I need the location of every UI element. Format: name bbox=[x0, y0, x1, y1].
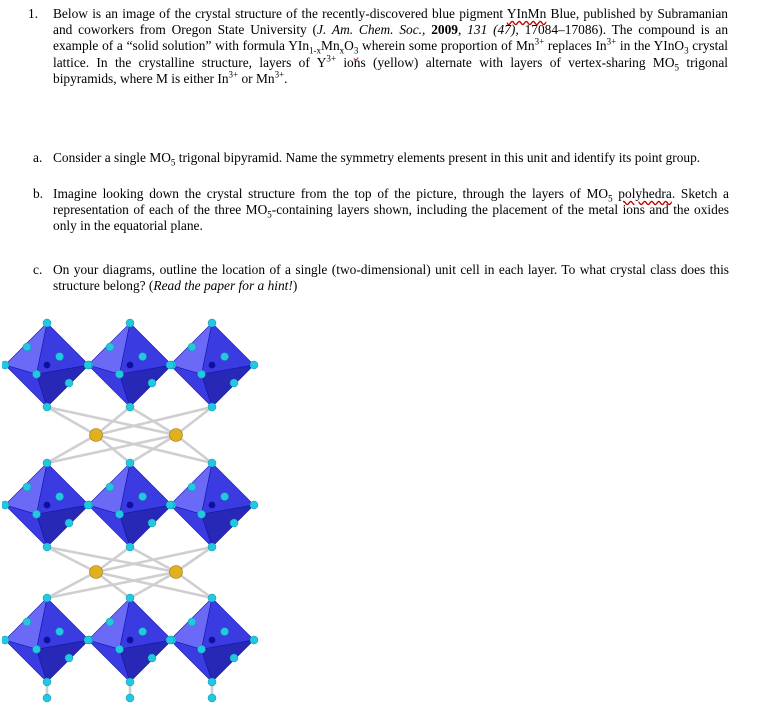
oxygen-atom bbox=[106, 483, 114, 491]
oxygen-atom bbox=[208, 678, 216, 686]
oxygen-atom bbox=[148, 654, 156, 662]
oxygen-atom bbox=[106, 618, 114, 626]
oxygen-atom bbox=[43, 543, 51, 551]
part-letter: b. bbox=[33, 186, 44, 201]
oxygen-atom bbox=[43, 694, 51, 702]
intro-text: crystal lattice. In the crystalline structure, layers of Y bbox=[53, 38, 728, 70]
journal-year: 2009 bbox=[431, 22, 458, 38]
mo5-polyhedron bbox=[88, 463, 172, 547]
part-text: -containing layers shown, including the placement of the metal ions and the oxides only in the equatorial plane. bbox=[53, 202, 729, 234]
oxygen-atom bbox=[56, 493, 64, 501]
part-c bbox=[33, 262, 729, 294]
formula-subscript: 5 bbox=[267, 209, 272, 220]
oxygen-atom bbox=[166, 361, 174, 369]
oxygen-atom bbox=[43, 319, 51, 327]
oxygen-atom bbox=[208, 459, 216, 467]
oxygen-atom bbox=[84, 361, 92, 369]
intro-text: in the YInO bbox=[616, 38, 685, 54]
oxygen-atom bbox=[139, 493, 147, 501]
oxygen-atom bbox=[84, 636, 92, 644]
ion-charge: 3+ bbox=[326, 53, 336, 64]
polyhedra-layer bbox=[5, 323, 254, 682]
oxygen-atom bbox=[208, 694, 216, 702]
oxygen-atom bbox=[208, 319, 216, 327]
oxygen-atom bbox=[126, 543, 134, 551]
yttrium-atom bbox=[170, 566, 183, 579]
pigment-name: YInMn bbox=[506, 6, 547, 21]
oxygen-atom bbox=[188, 343, 196, 351]
oxygen-atom bbox=[148, 379, 156, 387]
part-text: . Sketch a representation of each of the three MO bbox=[53, 186, 730, 218]
metal-atom bbox=[127, 502, 134, 509]
yttrium-atom bbox=[90, 429, 103, 442]
metal-atom bbox=[209, 637, 216, 644]
part-b bbox=[33, 186, 729, 235]
intro-text: ). The compound is an example of a “solid solution” with formula YIn bbox=[53, 22, 729, 54]
oxygen-atom bbox=[56, 353, 64, 361]
oxygen-atom bbox=[126, 678, 134, 686]
oxygen-atom bbox=[2, 636, 9, 644]
mo5-polyhedron bbox=[88, 323, 172, 407]
oxygen-atom bbox=[43, 403, 51, 411]
formula-subscript: 5 bbox=[674, 62, 679, 73]
yttrium-atom bbox=[170, 429, 183, 442]
oxygen-atom bbox=[198, 510, 206, 518]
oxygen-atom bbox=[148, 519, 156, 527]
oxygen-atom bbox=[65, 379, 73, 387]
part-text: Imagine looking down the crystal structure from the top of the picture, through the layers of MO bbox=[53, 186, 609, 201]
crystal-structure-figure bbox=[2, 310, 272, 705]
formula-subscript: 1-x bbox=[309, 46, 322, 57]
oxygen-atom bbox=[221, 353, 229, 361]
intro-text: Below is an image of the crystal structure of the recently-discovered blue pigment bbox=[53, 6, 507, 21]
oxygen-atom bbox=[126, 403, 134, 411]
misspelled-word: polyhedra bbox=[618, 186, 672, 201]
formula-subscript: x bbox=[339, 46, 345, 57]
oxygen-atom bbox=[33, 645, 41, 653]
formula-text: O bbox=[344, 38, 354, 54]
part-text: Consider a single MO bbox=[53, 150, 171, 165]
part-text: On your diagrams, outline the location of a single (two-dimensional) unit cell in each layer. To what crystal class does this structure belong? ( bbox=[53, 262, 729, 294]
oxygen-atom bbox=[65, 654, 73, 662]
formula-subscript: 5 bbox=[608, 193, 613, 204]
oxygen-atom bbox=[106, 343, 114, 351]
oxygen-atom bbox=[198, 370, 206, 378]
oxygen-atom bbox=[198, 645, 206, 653]
oxygen-atom bbox=[166, 636, 174, 644]
oxygen-atom bbox=[188, 483, 196, 491]
oxygen-atom bbox=[126, 594, 134, 602]
metal-atom bbox=[44, 637, 51, 644]
oxygen-atom bbox=[221, 493, 229, 501]
part-text: trigonal bipyramid. Name the symmetry elements present in this unit and identify its point group. bbox=[175, 150, 701, 165]
formula-subscript: 5 bbox=[170, 157, 176, 168]
oxygen-atom bbox=[116, 510, 124, 518]
oxygen-atom bbox=[33, 510, 41, 518]
oxygen-atom bbox=[23, 618, 31, 626]
formula-subscript: 3 bbox=[684, 46, 689, 57]
oxygen-atom bbox=[116, 645, 124, 653]
intro-text: or Mn bbox=[238, 70, 275, 86]
oxygen-atom bbox=[126, 459, 134, 467]
mo5-polyhedron bbox=[88, 598, 172, 682]
metal-atom bbox=[44, 502, 51, 509]
ion-charge: 3+ bbox=[534, 36, 545, 47]
question-1 bbox=[28, 6, 728, 87]
part-a bbox=[33, 150, 729, 166]
mo5-polyhedron bbox=[5, 323, 89, 407]
oxygen-atom bbox=[250, 361, 258, 369]
metal-atom bbox=[127, 362, 134, 369]
hint-text: Read the paper for a hint! bbox=[153, 278, 293, 294]
oxygen-atom bbox=[43, 678, 51, 686]
mo5-polyhedron bbox=[170, 463, 254, 547]
oxygen-atom bbox=[23, 343, 31, 351]
intro-text: trigonal bipyramids, where M is either In bbox=[53, 54, 729, 86]
oxygen-atom bbox=[139, 628, 147, 636]
intro-text: replaces In bbox=[544, 38, 607, 54]
metal-atom bbox=[209, 502, 216, 509]
yttrium-atom bbox=[90, 566, 103, 579]
oxygen-atom bbox=[166, 501, 174, 509]
oxygen-atom bbox=[43, 459, 51, 467]
journal-pages: 17084–17086 bbox=[518, 22, 599, 38]
mo5-polyhedron bbox=[5, 598, 89, 682]
oxygen-atom bbox=[188, 618, 196, 626]
oxygen-atom bbox=[250, 501, 258, 509]
oxygen-atom bbox=[33, 370, 41, 378]
oxygen-atom bbox=[2, 501, 9, 509]
oxygen-atom bbox=[208, 594, 216, 602]
metal-atom bbox=[44, 362, 51, 369]
oxygen-atom bbox=[139, 353, 147, 361]
oxygen-atom bbox=[2, 361, 9, 369]
oxygen-atom bbox=[230, 379, 238, 387]
oxygen-atom bbox=[116, 370, 124, 378]
oxygen-atom bbox=[43, 594, 51, 602]
mo5-polyhedron bbox=[170, 323, 254, 407]
oxygen-atom bbox=[84, 501, 92, 509]
mo5-polyhedron bbox=[5, 463, 89, 547]
ion-charge: 3+ bbox=[606, 36, 617, 47]
oxygen-atom bbox=[221, 628, 229, 636]
intro-text: . bbox=[284, 70, 288, 86]
question-intro: Below is an image of the crystal structure of the recently-discovered blue pigment YInMn Blue, published by Subramanian and coworkers from Oregon State University (J. Am. Chem. Soc., 2009, 131 (47), 17084–17086). The compound is an example of a “solid solution” with formula $YIn_{1-x}Mn_xO_3$ wherein some proportion of $Mn^{3+}$ replaces $In^{3+}$ in the YInO$_3$ crystal lattice. In the crystalline structure, layers of $Y^{3+}$ ions (yellow) alternate with layers of vertex-sharing $MO_5$ trigonal bipyramids, where M is either $In^{3+}$ or $Mn^{3+}$. bbox=[53, 6, 729, 86]
oxygen-atom bbox=[126, 694, 134, 702]
question-number: 1. bbox=[28, 6, 39, 21]
part-letter: c. bbox=[33, 262, 43, 277]
formula-text: Mn bbox=[321, 38, 340, 54]
metal-atom bbox=[127, 637, 134, 644]
formula-subscript: 3 bbox=[353, 46, 359, 57]
oxygen-atom bbox=[250, 636, 258, 644]
part-text: ) bbox=[292, 278, 298, 294]
oxygen-atom bbox=[23, 483, 31, 491]
oxygen-atom bbox=[230, 519, 238, 527]
oxygen-atom bbox=[65, 519, 73, 527]
oxygen-atom bbox=[230, 654, 238, 662]
journal-name: J. Am. Chem. Soc. bbox=[317, 22, 423, 38]
intro-text: wherein some proportion of Mn bbox=[358, 38, 535, 54]
oxygen-atom bbox=[208, 403, 216, 411]
mo5-polyhedron bbox=[170, 598, 254, 682]
journal-volume: 131 (47), bbox=[467, 22, 519, 38]
ion-charge: 3+ bbox=[228, 69, 239, 80]
oxygen-atom bbox=[126, 319, 134, 327]
ion-charge: 3+ bbox=[274, 69, 285, 80]
intro-text: Blue, published by Subramanian and coworkers from Oregon State University ( bbox=[53, 6, 728, 38]
intro-text: ions (yellow) alternate with layers of vertex-sharing MO bbox=[335, 54, 675, 70]
metal-atom bbox=[209, 362, 216, 369]
part-letter: a. bbox=[33, 150, 43, 165]
oxygen-atom bbox=[56, 628, 64, 636]
oxygen-atom bbox=[208, 543, 216, 551]
